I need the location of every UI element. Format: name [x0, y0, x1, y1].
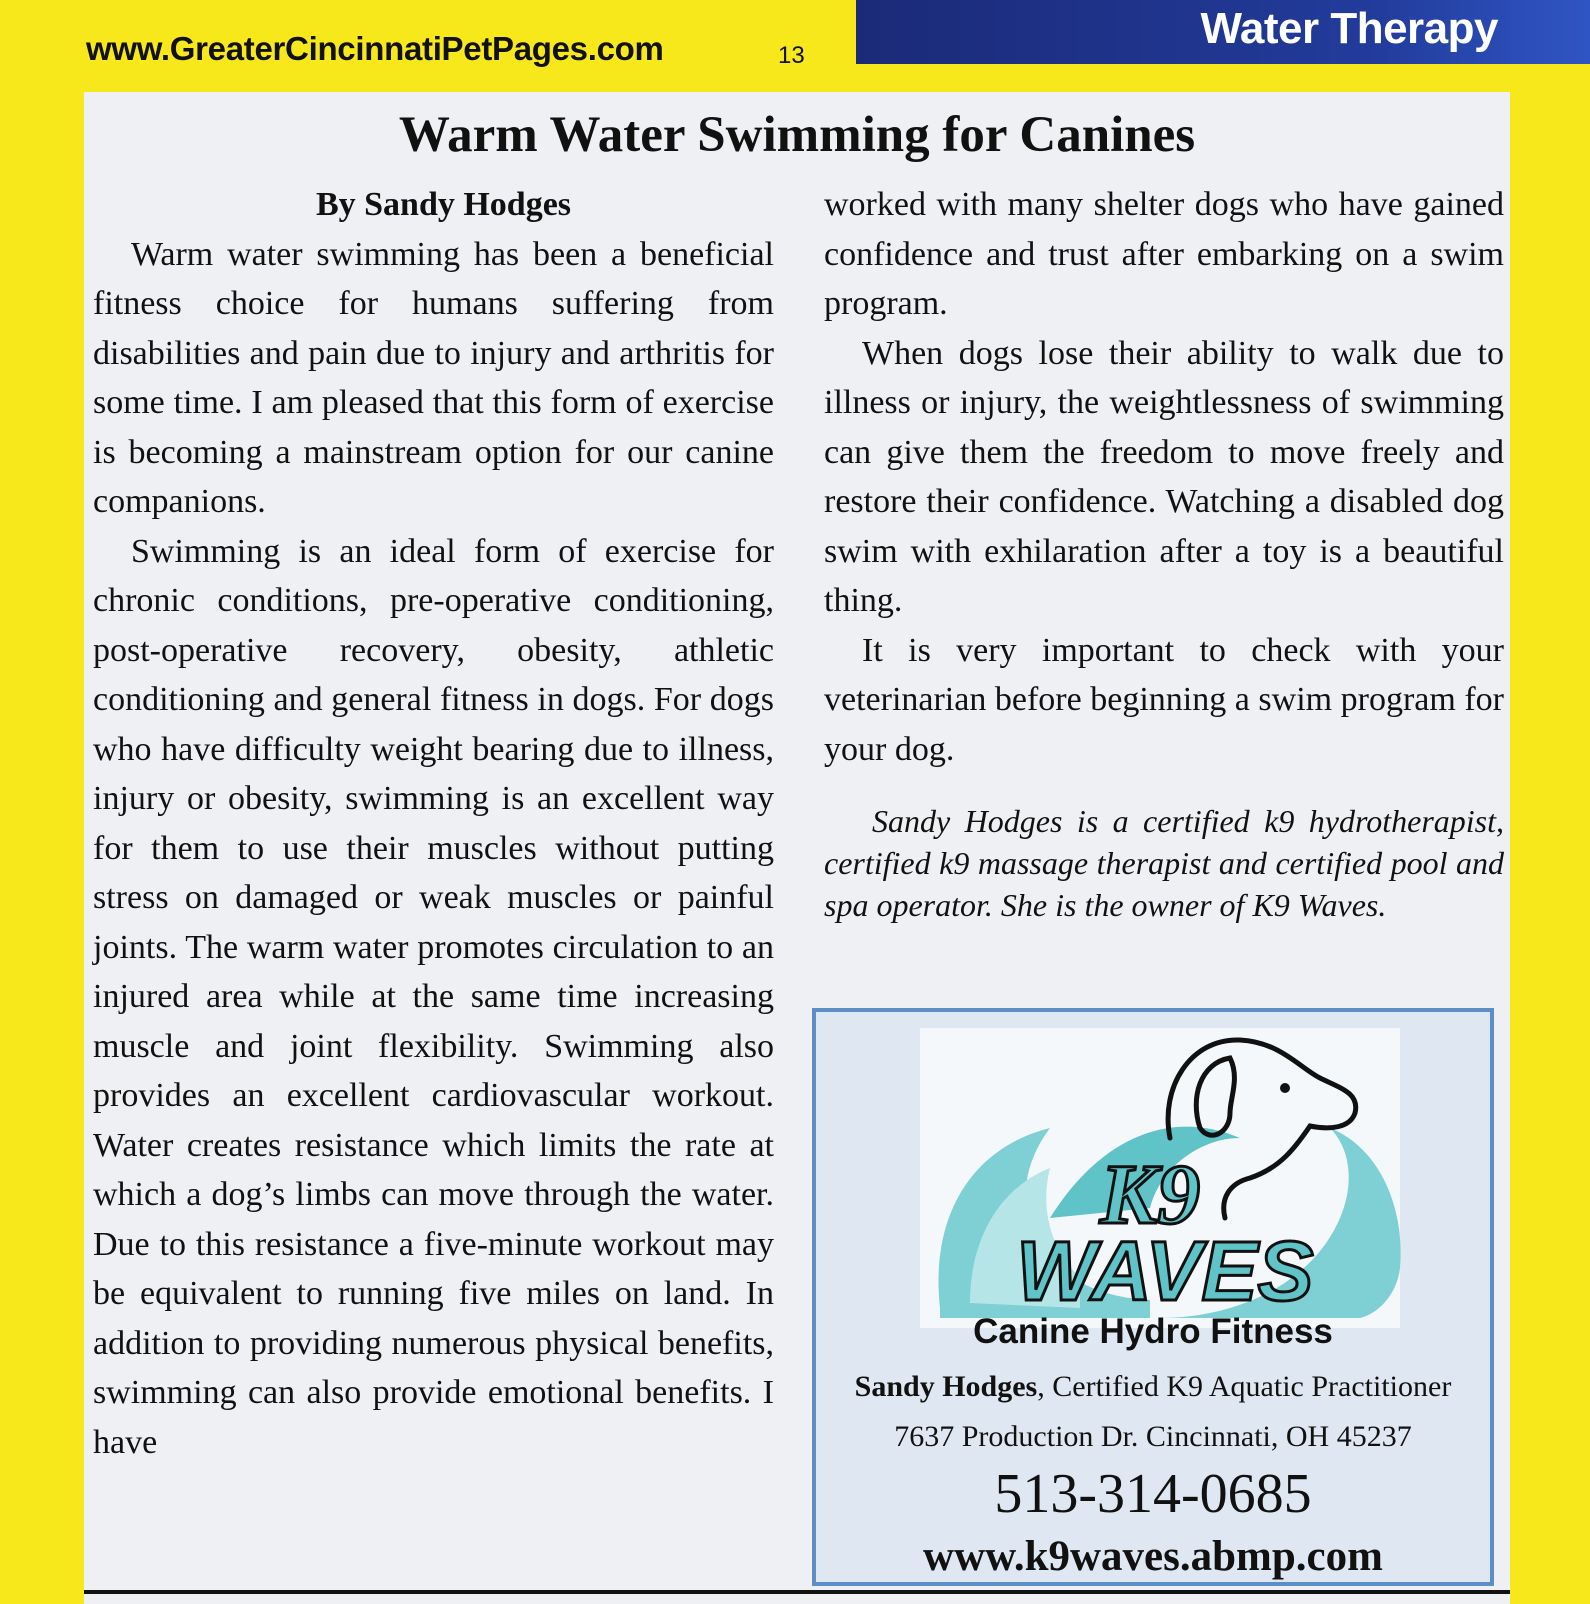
- logo-text-waves: WAVES: [1016, 1224, 1314, 1318]
- article-paragraph: Warm water swimming has been a beneficial fitness choice for humans suffering from disabilities and pain due to injury and arthritis for some time. I am pleased that this form of exercise is becoming a mainstream option for our canine companions.: [93, 235, 774, 520]
- article-panel: [84, 92, 1510, 1604]
- ad-tagline: Canine Hydro Fitness: [973, 1312, 1333, 1351]
- article-paragraph: Swimming is an ideal form of exercise for chronic conditions, pre-operative conditioning, post-operative recovery, obesity, athletic conditioning and general fitness in dogs. For dogs who have difficulty weight bearing due to illness, injury or obesity, swimming is an excellent way for them to use their muscles without putting stress on damaged or weak muscles or painful joints. The warm water promotes circulation to an injured area while at the same time increasing muscle and joint flexibility. Swimming also provides an excellent cardiovascular workout. Water creates resistance which limits the rate at which a dog’s limbs can move through the water. Due to this resistance a five-minute workout may be equivalent to running five miles on land. In addition to providing numerous physical benefits, swimming can also provide emotional benefits. I have: [93, 532, 774, 1461]
- ad-contact-name: Sandy Hodges: [854, 1370, 1038, 1403]
- k9-waves-ad: [812, 1008, 1494, 1586]
- page-number: 13: [778, 42, 805, 69]
- ad-contact-title: , Certified K9 Aquatic Practitioner: [1037, 1370, 1452, 1403]
- k9-waves-logo: [900, 1018, 1420, 1342]
- article-byline: By Sandy Hodges: [315, 186, 572, 223]
- article-column-left: [93, 180, 774, 1467]
- article-paragraph-continued: worked with many shelter dogs who have gained confidence and trust after embarking on a swim program.: [824, 186, 1504, 322]
- section-title: Water Therapy: [1200, 4, 1498, 53]
- article-paragraph: When dogs lose their ability to walk due to illness or injury, the weightlessness of swimming can give them the freedom to move freely and restore their confidence. Watching a disabled dog swim with exhilaration after a toy is a beautiful thing.: [824, 334, 1504, 619]
- site-url: www.GreaterCincinnatiPetPages.com: [86, 30, 664, 67]
- ad-contact: [816, 1370, 1490, 1404]
- ad-website: www.k9waves.abmp.com: [923, 1533, 1383, 1580]
- section-banner: [856, 0, 1590, 64]
- ad-phone: 513-314-0685: [994, 1463, 1312, 1525]
- bottom-rule: [84, 1590, 1510, 1594]
- article-column-right: [824, 180, 1504, 926]
- article-paragraph: It is very important to check with your veterinarian before beginning a swim program for your dog.: [824, 631, 1504, 768]
- ad-address: 7637 Production Dr. Cincinnati, OH 45237: [894, 1420, 1412, 1453]
- article-title: Warm Water Swimming for Canines: [398, 107, 1196, 163]
- author-bio: Sandy Hodges is a certified k9 hydrotherapist, certified k9 massage therapist and certified pool and spa operator. She is the owner of K9 Waves.: [824, 803, 1504, 923]
- logo-text-k9: K9: [1099, 1146, 1201, 1242]
- dog-eye-icon: [1280, 1083, 1290, 1093]
